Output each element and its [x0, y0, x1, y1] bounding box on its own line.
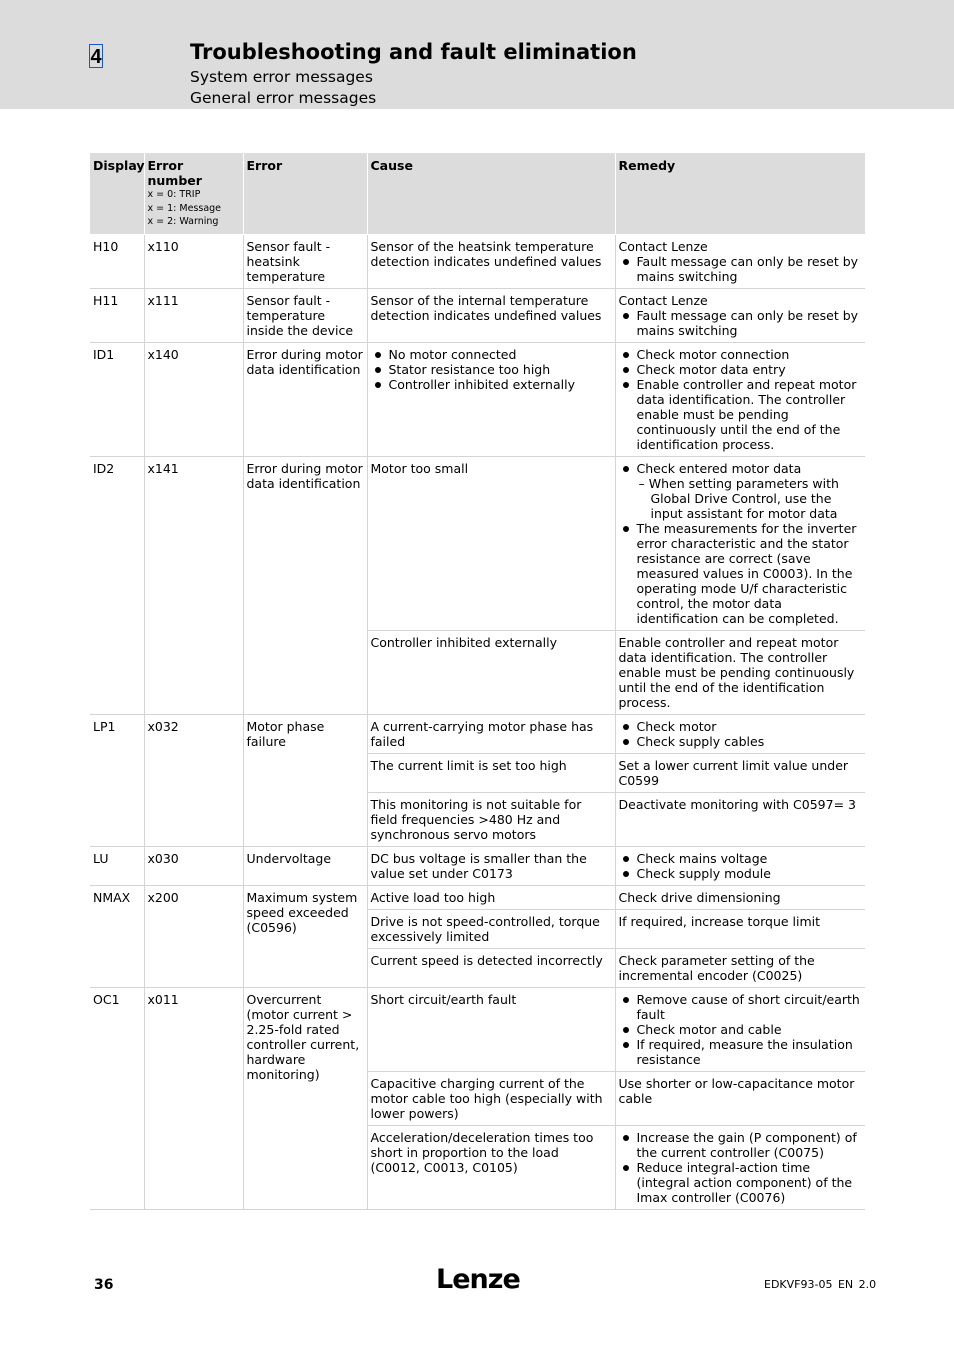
- table-row: [90, 288, 865, 342]
- cause-text: Drive is not speed-controlled, torque excessively limited: [367, 909, 615, 948]
- cause-bullet: Controller inhibited externally: [371, 377, 612, 392]
- error-number: x140: [144, 342, 243, 456]
- error-text: Error during motor data identification: [243, 456, 367, 714]
- table-header-row: [90, 153, 865, 234]
- table-row: [90, 234, 865, 288]
- remedy-text: Deactivate monitoring with C0597= 3: [615, 792, 865, 846]
- table-row: [90, 456, 865, 630]
- error-number: x030: [144, 846, 243, 885]
- remedy-bullet: Check motor data entry: [619, 362, 863, 377]
- remedy-cell: [615, 456, 865, 630]
- table-row: [90, 885, 865, 909]
- cause-text: Current speed is detected incorrectly: [367, 948, 615, 987]
- cause-text: Motor too small: [367, 456, 615, 630]
- display-code: H11: [90, 288, 144, 342]
- display-code: ID1: [90, 342, 144, 456]
- error-number: x032: [144, 714, 243, 846]
- remedy-bullet: Remove cause of short circuit/earth fault: [619, 992, 863, 1022]
- error-number: x111: [144, 288, 243, 342]
- page-title: Troubleshooting and fault elimination: [190, 40, 637, 64]
- display-code: ID2: [90, 456, 144, 714]
- error-text: Sensor fault - heatsink temperature: [243, 234, 367, 288]
- cause-text: Sensor of the internal temperature detection indicates undefined values: [367, 288, 615, 342]
- remedy-bullet: Fault message can only be reset by mains switching: [619, 254, 863, 284]
- cause-text: A current-carrying motor phase has failed: [367, 714, 615, 753]
- display-code: LU: [90, 846, 144, 885]
- header-error: Error: [243, 153, 367, 234]
- error-number: x200: [144, 885, 243, 987]
- header-note-message: x = 1: Message: [147, 202, 222, 214]
- display-code: NMAX: [90, 885, 144, 987]
- lenze-logo: Lenze: [436, 1264, 520, 1295]
- cause-text: Short circuit/earth fault: [367, 987, 615, 1071]
- remedy-text: Check drive dimensioning: [615, 885, 865, 909]
- remedy-bullet: Check supply cables: [619, 734, 863, 749]
- remedy-bullet: Fault message can only be reset by mains switching: [619, 308, 863, 338]
- remedy-text: Contact Lenze: [618, 292, 708, 308]
- cause-bullet: No motor connected: [371, 347, 612, 362]
- display-code: OC1: [90, 987, 144, 1209]
- remedy-bullet: Check mains voltage: [619, 851, 863, 866]
- header-error-number-label: Error number: [147, 158, 202, 188]
- cause-text: Acceleration/deceleration times too short in proportion to the load (C0012, C0013, C0105): [367, 1125, 615, 1209]
- cause-text: DC bus voltage is smaller than the value set under C0173: [367, 846, 615, 885]
- document-id: EDKVF93-05 EN 2.0: [764, 1278, 877, 1291]
- error-text: Error during motor data identification: [243, 342, 367, 456]
- cause-cell: [367, 342, 615, 456]
- table-row: [90, 846, 865, 885]
- error-text: Overcurrent (motor current > 2.25-fold rated controller current, hardware monitoring): [243, 987, 367, 1209]
- header-remedy: Remedy: [615, 153, 865, 234]
- cause-text: Sensor of the heatsink temperature detection indicates undefined values: [367, 234, 615, 288]
- display-code: LP1: [90, 714, 144, 846]
- error-text: Motor phase failure: [243, 714, 367, 846]
- remedy-cell: [615, 1125, 865, 1209]
- remedy-bullet: Enable controller and repeat motor data identification. The controller enable must be pending continuously until the end of the identification process.: [619, 377, 863, 452]
- remedy-text: Use shorter or low-capacitance motor cable: [615, 1071, 865, 1125]
- remedy-cell: [615, 714, 865, 753]
- remedy-text: Enable controller and repeat motor data identification. The controller enable must be pending continuously until the end of the identification process.: [615, 630, 865, 714]
- section-subtitle: System error messages: [190, 68, 373, 86]
- remedy-bullet: If required, measure the insulation resistance: [619, 1037, 863, 1067]
- remedy-text: Set a lower current limit value under C0599: [615, 753, 865, 792]
- table-row: [90, 342, 865, 456]
- remedy-bullet: Check motor: [619, 719, 863, 734]
- cause-bullet: Stator resistance too high: [371, 362, 612, 377]
- error-number: x141: [144, 456, 243, 714]
- remedy-text: If required, increase torque limit: [615, 909, 865, 948]
- header-display: Display: [90, 153, 144, 234]
- error-number: x110: [144, 234, 243, 288]
- header-error-number: [144, 153, 243, 234]
- remedy-bullet-text: Check entered motor data: [636, 460, 802, 476]
- remedy-bullet: Reduce integral-action time (integral action component) of the Imax controller (C0076): [619, 1160, 863, 1205]
- error-text: Sensor fault - temperature inside the device: [243, 288, 367, 342]
- remedy-sub-item: – When setting parameters with Global Drive Control, use the input assistant for motor data: [638, 475, 839, 521]
- table-row: [90, 714, 865, 753]
- remedy-cell: [615, 846, 865, 885]
- remedy-bullet: Check motor connection: [619, 347, 863, 362]
- header-note-trip: x = 0: TRIP: [147, 189, 201, 200]
- error-text: Undervoltage: [243, 846, 367, 885]
- remedy-text: Check parameter setting of the incremental encoder (C0025): [615, 948, 865, 987]
- cause-text: Controller inhibited externally: [367, 630, 615, 714]
- page-number: 36: [94, 1277, 114, 1293]
- remedy-bullet: Check supply module: [619, 866, 863, 881]
- table-row: [90, 987, 865, 1071]
- cause-text: Capacitive charging current of the motor cable too high (especially with lower powers): [367, 1071, 615, 1125]
- remedy-cell: [615, 234, 865, 288]
- cause-text: The current limit is set too high: [367, 753, 615, 792]
- display-code: H10: [90, 234, 144, 288]
- remedy-cell: [615, 342, 865, 456]
- remedy-cell: [615, 987, 865, 1071]
- remedy-text: Contact Lenze: [618, 238, 708, 254]
- subsection-subtitle: General error messages: [190, 89, 377, 107]
- header-note-warning: x = 2: Warning: [147, 216, 219, 227]
- cause-text: Active load too high: [367, 885, 615, 909]
- header-cause: Cause: [367, 153, 615, 234]
- error-number: x011: [144, 987, 243, 1209]
- remedy-bullet: The measurements for the inverter error characteristic and the stator resistance are correct (save measured values in C0003). In the operating mode U/f characteristic control, the motor data identification can be completed.: [619, 521, 863, 626]
- error-messages-table: [90, 153, 865, 1210]
- chapter-number-link[interactable]: 4: [90, 46, 102, 68]
- remedy-cell: [615, 288, 865, 342]
- error-text: Maximum system speed exceeded (C0596): [243, 885, 367, 987]
- remedy-bullet: Increase the gain (P component) of the current controller (C0075): [619, 1130, 863, 1160]
- remedy-bullet: Check motor and cable: [619, 1022, 863, 1037]
- remedy-bullet: [619, 461, 863, 521]
- cause-text: This monitoring is not suitable for field frequencies >480 Hz and synchronous servo motors: [367, 792, 615, 846]
